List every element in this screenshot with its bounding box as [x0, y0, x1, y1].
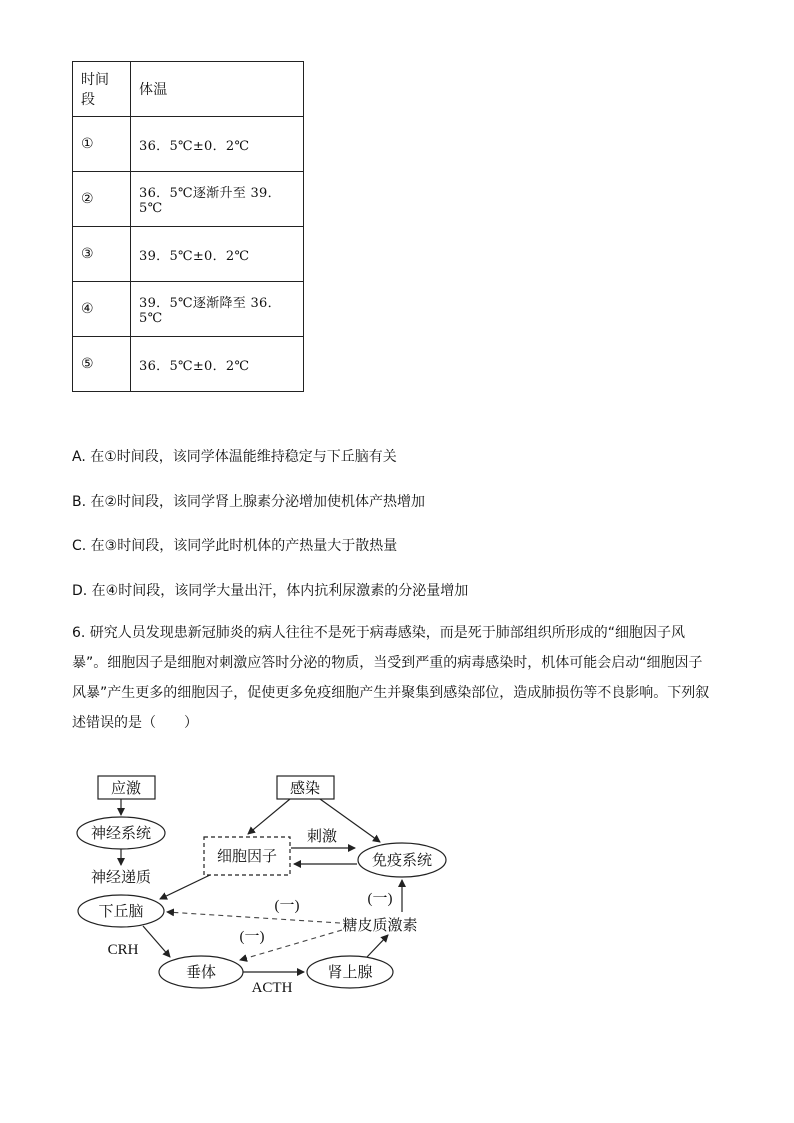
temperature-cell: 36．5℃逐渐升至 39．5℃: [131, 172, 304, 227]
glucocorticoid-label: 糖皮质激素: [342, 916, 418, 934]
option-d: D. 在④时间段，该同学大量出汗，体内抗利尿激素的分泌量增加: [72, 583, 469, 599]
immune-system-label: 免疫系统: [371, 851, 433, 869]
table-row: [73, 282, 304, 337]
period-cell: ⑤: [73, 337, 131, 392]
inhibit-immune-label: (一): [367, 891, 393, 907]
table-header-row: [73, 62, 304, 117]
temperature-cell: 36．5℃±0．2℃: [131, 337, 304, 392]
inhibit-hypothalamus-label: (一): [274, 898, 300, 914]
question-6: [72, 618, 732, 738]
cytokine-storm-diagram: [70, 770, 460, 1000]
arrow-hypothalamus-pituitary: [143, 926, 170, 957]
table-row: [73, 337, 304, 392]
neurotransmitter-label: 神经递质: [90, 868, 152, 886]
question-6-line: 风暴”产生更多的细胞因子，促使更多免疫细胞产生并聚集到感染部位，造成肺损伤等不良影响。下列叙: [72, 685, 710, 701]
stress-label: 应激: [110, 779, 142, 797]
question-6-line: 6. 研究人员发现患新冠肺炎的病人往往不是死于病毒感染，而是死于肺部组织所形成的“细胞因子风: [72, 625, 686, 641]
period-cell: ④: [73, 282, 131, 337]
period-cell: ②: [73, 172, 131, 227]
header-temperature: 体温: [131, 62, 304, 117]
hypothalamus-label: 下丘脑: [98, 902, 144, 920]
pituitary-label: 垂体: [185, 963, 217, 981]
temperature-table: [72, 61, 304, 392]
infection-label: 感染: [289, 779, 321, 797]
cytokine-label: 细胞因子: [216, 847, 278, 865]
arrow-adrenal-glucocorticoid: [367, 935, 388, 957]
table-row: [73, 227, 304, 282]
arrow-infection-cytokine: [248, 799, 290, 834]
header-period: 时间段: [73, 62, 131, 117]
question-6-line: 述错误的是（ ）: [72, 715, 198, 731]
period-cell: ③: [73, 227, 131, 282]
crh-label: CRH: [107, 942, 139, 958]
arrow-glucocorticoid-hypothalamus: [167, 912, 340, 923]
temperature-cell: 39．5℃逐渐降至 36．5℃: [131, 282, 304, 337]
table-row: [73, 117, 304, 172]
stimulate-label: 刺激: [306, 827, 338, 845]
table-row: [73, 172, 304, 227]
acth-label: ACTH: [251, 980, 293, 996]
question-6-line: 暴”。细胞因子是细胞对刺激应答时分泌的物质，当受到严重的病毒感染时，机体可能会启动“细胞因子: [72, 655, 703, 671]
period-cell: ①: [73, 117, 131, 172]
adrenal-label: 肾上腺: [327, 963, 373, 981]
option-a: A. 在①时间段，该同学体温能维持稳定与下丘脑有关: [72, 449, 397, 465]
option-c: C. 在③时间段，该同学此时机体的产热量大于散热量: [72, 538, 398, 554]
arrow-cytokine-hypothalamus: [160, 875, 210, 899]
inhibit-pituitary-label: (一): [239, 929, 265, 945]
temperature-cell: 36．5℃±0．2℃: [131, 117, 304, 172]
option-b: B. 在②时间段，该同学肾上腺素分泌增加使机体产热增加: [72, 494, 426, 510]
temperature-cell: 39．5℃±0．2℃: [131, 227, 304, 282]
nervous-system-label: 神经系统: [90, 824, 152, 842]
